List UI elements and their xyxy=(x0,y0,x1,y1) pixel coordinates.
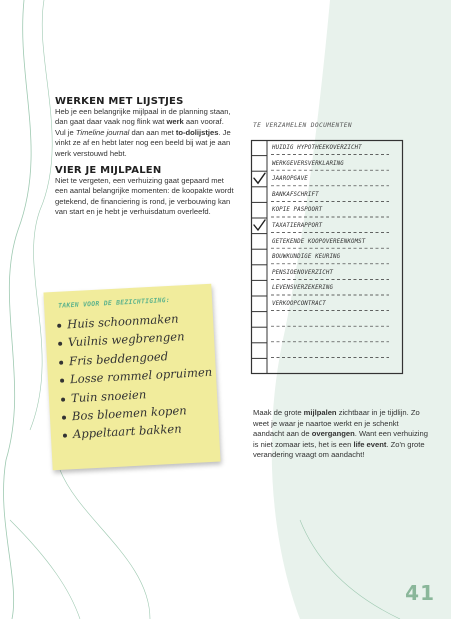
task-label: Tuin snoeien xyxy=(70,386,147,405)
decorative-wave-line xyxy=(4,0,32,619)
heading-vier-je-mijlpalen: VIER JE MIJLPALEN xyxy=(55,165,162,177)
task-label: Fris beddengoed xyxy=(68,348,169,369)
sticky-note xyxy=(43,284,220,471)
bullet-icon xyxy=(63,434,67,438)
text-run: . Zo'n grote verandering vraagt om aandacht! xyxy=(253,439,425,460)
checklist-item-label: LEVENSVERZEKERING xyxy=(272,285,334,292)
text-run: . Je vinkt ze af en hebt later nog een beeld bij wat je aan werk verstouwd hebt. xyxy=(55,127,231,158)
task-label: Vuilnis wegbrengen xyxy=(67,329,185,350)
checklist-item-label: JAAROPGAVE xyxy=(272,176,308,183)
check-mark-icon xyxy=(254,220,265,230)
task-list xyxy=(57,308,216,445)
bullet-icon xyxy=(62,416,66,420)
bullet-icon xyxy=(57,324,61,328)
task-label: Losse rommel opruimen xyxy=(69,365,213,387)
task-label: Bos bloemen kopen xyxy=(71,403,188,424)
decorative-wave-line xyxy=(10,520,80,619)
bold-text: mijlpalen xyxy=(303,408,337,417)
check-mark-icon xyxy=(254,173,265,183)
checklist-item-label: TAXATIERAPPORT xyxy=(272,223,323,229)
sticky-note-title: TAKEN VOOR DE BEZICHTIGING: xyxy=(57,295,171,310)
left-column xyxy=(55,96,235,224)
bullet-icon xyxy=(60,379,64,383)
bullet-icon xyxy=(59,360,63,364)
paragraph-tijdlijn xyxy=(253,408,428,461)
task-label: Huis schoonmaken xyxy=(66,311,179,332)
paragraph-mijlpalen: Niet te vergeten, een verhuizing gaat gepaard met een aantal belangrijke momenten: de koopakte wordt getekend, de financiering is rond, je verbouwing kan van start en je hebt je verhuisdatum overleefd. xyxy=(55,176,234,217)
heading-werken-met-lijstjes: WERKEN MET LIJSTJES xyxy=(55,96,184,107)
text-run: zichtbaar in je tijdlijn. Zo weet je waar je naartoe werkt en je schenkt aandacht aan de xyxy=(253,408,420,439)
checklist-title: TE VERZAMELEN DOCUMENTEN xyxy=(253,122,353,129)
checklist-item-label: VERKOOPCONTRACT xyxy=(272,301,326,307)
italic-text: Timeline journal xyxy=(75,127,130,137)
checklist-item-label: GETEKENDE KOOPOVEREENKOMST xyxy=(272,238,366,245)
bold-text: werk xyxy=(166,117,184,127)
bullet-icon xyxy=(61,397,65,401)
bold-text: overgangen xyxy=(311,429,355,439)
checklist-item-label: HUIDIG HYPOTHEEKOVERZICHT xyxy=(272,145,362,151)
document-checklist xyxy=(251,140,403,384)
bold-text: to-dolijstjes xyxy=(175,127,219,137)
bold-text: life event xyxy=(353,439,387,449)
checklist-item-label: BOUWKUNDIGE KEURING xyxy=(272,254,341,261)
text-run: . Want een verhuizing is niet zomaar iets, het is een xyxy=(253,429,428,449)
bullet-icon xyxy=(58,342,62,346)
right-column xyxy=(253,408,428,467)
text-run: dan aan met xyxy=(129,127,176,137)
text-run: Heb je een belangrijke mijlpaal in de planning staan, dan gaat daar vaak nog flink wat xyxy=(55,107,231,127)
checklist-item-label: WERKGEVERSVERKLARING xyxy=(272,160,344,167)
text-run: Maak de grote xyxy=(253,408,304,417)
page-number: 41 xyxy=(405,581,435,605)
paragraph-lijstjes xyxy=(55,107,235,159)
checklist-item-label: KOPIE PASPOORT xyxy=(272,207,323,214)
decorative-wave-line xyxy=(60,470,150,619)
checklist-item-label: BANKAFSCHRIFT xyxy=(272,191,319,198)
checklist-item-label: PENSIOENOVERZICHT xyxy=(272,269,334,276)
task-label: Appeltaart bakken xyxy=(72,421,183,442)
text-run: aan vooraf. Vul je xyxy=(55,117,224,137)
